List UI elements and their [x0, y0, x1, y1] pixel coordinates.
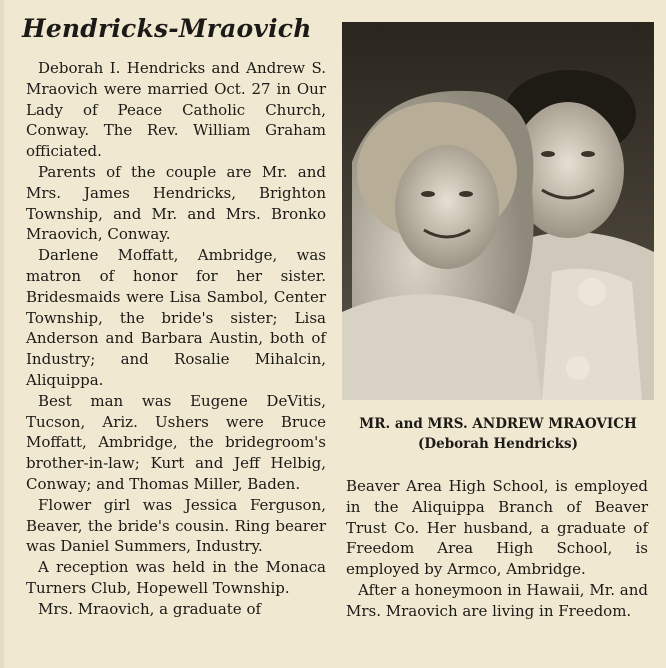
article-right-column: [346, 476, 648, 622]
paragraph-9: After a honeymoon in Hawaii, Mr. and Mrs. Mraovich are living in Freedom.: [346, 580, 648, 620]
photo-caption-names: MR. and MRS. ANDREW MRAOVICH: [359, 416, 637, 432]
paragraph-7: Mrs. Mraovich, a graduate of: [38, 599, 262, 618]
headline: Hendricks-Mraovich: [22, 14, 312, 43]
paragraph-2: Parents of the couple are Mr. and Mrs. James Hendricks, Brighton Township, and Mr. and Mrs. Bronko Mraovich, Conway.: [26, 162, 326, 244]
photo-caption-maiden-name: (Deborah Hendricks): [418, 436, 578, 452]
paragraph-6: A reception was held in the Monaca Turners Club, Hopewell Township.: [26, 558, 326, 597]
paragraph-3: Darlene Moffatt, Ambridge, was matron of honor for her sister. Bridesmaids were Lisa Sambol, Center Township, the bride's sister; Lisa Anderson and Barbara Austin, both of Industry; and Rosalie Mihalcin, Aliquippa.: [26, 246, 326, 389]
paragraph-4: Best man was Eugene DeVitis, Tucson, Ariz. Ushers were Bruce Moffatt, Ambridge, the bridegroom's brother-in-law; Kurt and Jeff Helbig, Conway; and Thomas Miller, Baden.: [26, 391, 326, 493]
paragraph-1: Deborah I. Hendricks and Andrew S. Mraovich were married Oct. 27 in Our Lady of Peace Catholic Church, Conway. The Rev. William Graham officiated.: [26, 59, 326, 161]
paragraph-5: Flower girl was Jessica Ferguson, Beaver, the bride's cousin. Ring bearer was Daniel Summers, Industry.: [26, 495, 326, 556]
photo-caption: [342, 414, 654, 454]
paragraph-8: Beaver Area High School, is employed in the Aliquippa Branch of Beaver Trust Co. Her husband, a graduate of Freedom Area High School, is employed by Armco, Ambridge.: [346, 477, 648, 579]
article-left-column: [26, 58, 326, 620]
couple-photo: [342, 22, 654, 400]
wedding-photo-image: [342, 22, 654, 400]
